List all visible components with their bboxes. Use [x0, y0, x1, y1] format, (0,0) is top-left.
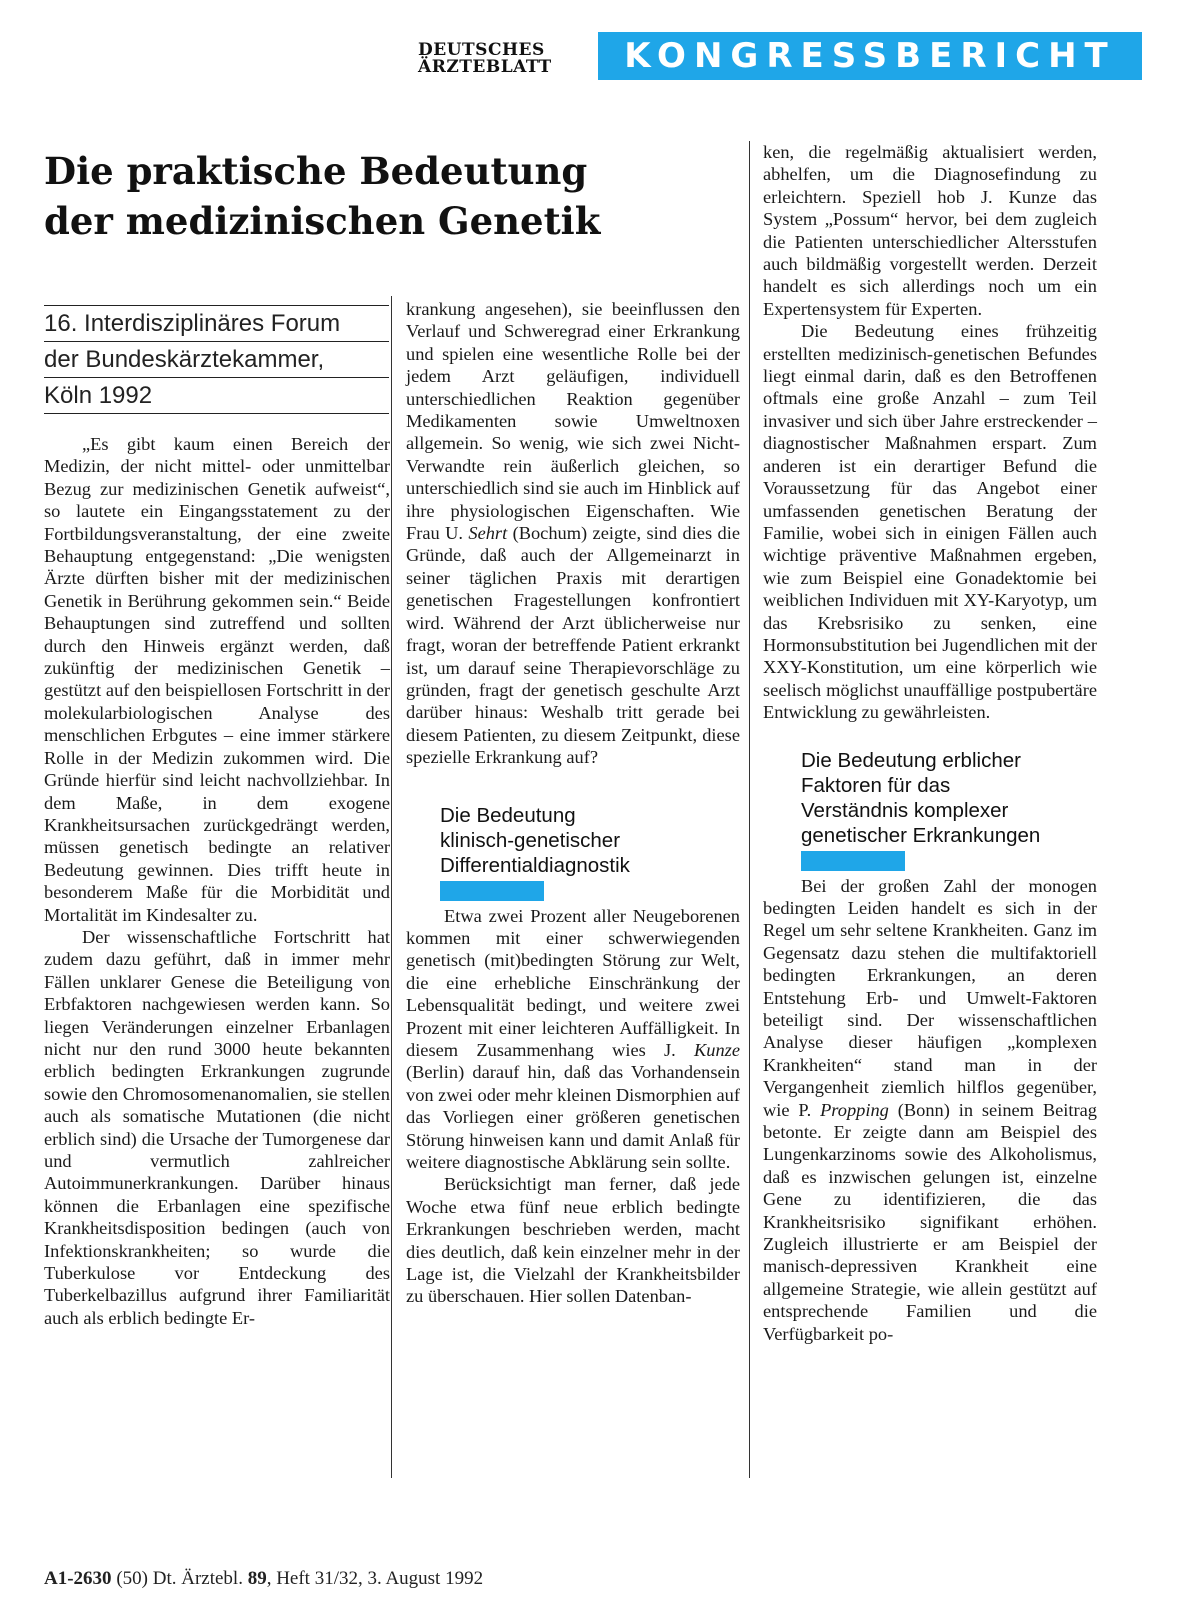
journal-wordmark — [418, 42, 588, 76]
subhead-line-4: genetischer Erkrankungen — [801, 823, 1041, 847]
subtitle-line-1: 16. Interdisziplinäres Forum — [44, 305, 389, 342]
paragraph: Der wissenschaftliche Fortschritt hat zudem dazu geführt, daß in immer mehr Fällen unklarer Genese die Beteiligung von Erbfaktoren nachgewiesen werden kann. So liegen Veränderungen einzelner Erbanlagen nicht nur den rund 3000 heute bekannten erblich bedingten Erkrankungen zugrunde sowie den Chromosomenanomalien, sie stellen auch als somatische Mutationen (die nicht erblich sind) die Ursache der Tumorgenese dar und vermutlich zahlreicher Autoimmunerkrankungen. Darüber hinaus können die Erbanlagen eine spezifische Krankheitsdisposition bedingen (auch von Infektionskrankheiten; so wurde die Tuberkulose vor Entdeckung des Tuberkelbazillus aufgrund ihrer Familiarität auch als erblich bedingte Er- — [44, 926, 390, 1328]
paragraph: ken, die regelmäßig aktualisiert werden, abhelfen, um die Diagnosefindung zu erleichtern. Speziell hob J. Kunze das System „Possum“ hervor, bei dem zugleich die Patienten unterschiedlicher Altersstufen auch bildmäßig vorgestellt werden. Derzeit handelt es sich allerdings noch um ein Expertensystem für Experten. — [763, 142, 1097, 319]
section-banner: KONGRESSBERICHT — [598, 32, 1142, 80]
paragraph-text: Etwa zwei Prozent aller Neugeborenen kommen mit einer schwerwiegenden genetisch (mit)bedingten Störung zur Welt, die eine erhebliche Einschränkung der Lebensqualität bedingt, und weitere zwei Prozent mit einer leichteren Auffälligkeit. In diesem Zusammenhang wies J. — [406, 905, 740, 1060]
paragraph-text: (Bonn) in seinem Beitrag betonte. Er zeigte dann am Beispiel des Lungenkarzinoms sowie des Alkoholismus, daß es inzwischen gelungen ist, einzelne Gene zu identifizieren, die das Krankheitsrisiko signifikant erhöhen. Zugleich illustrierte er am Beispiel der manisch-depressiven Krankheit eine allgemeine Strategie, wie allein gestützt auf entsprechende Familien und die Verfügbarkeit po- — [763, 1099, 1097, 1344]
author-name: Propping — [820, 1099, 889, 1120]
subhead-marker — [440, 881, 544, 901]
subhead-marker — [801, 851, 905, 871]
page-code: A1-2630 — [44, 1568, 112, 1589]
paragraph-text: (Berlin) darauf hin, daß das Vorhandensein von zwei oder mehr kleinen Dismorphien auf das Vorliegen einer größeren genetischen Störung hinweisen kann und damit Anlaß für weitere diagnostische Abklärung sein sollte. — [406, 1062, 740, 1172]
headline-line-1: Die praktische Bedeutung — [44, 149, 588, 193]
paragraph — [406, 298, 740, 769]
journal-abbrev: Dt. Ärztebl. — [152, 1568, 243, 1589]
paragraph-text: krankung angesehen), sie beeinflussen den Verlauf und Schweregrad einer Erkrankung und spielen eine wesentliche Rolle bei der jedem Arzt geläufigen, individuell unterschiedlichen Reaktion gegenüber Medikamenten sowie Umweltnoxen allgemein. So wenig, wie sich zwei Nicht-Verwandte rein äußerlich gleichen, so unterschiedlich sind sie auch im Hinblick auf ihre physiologischen Eigenschaften. Wie Frau U. — [406, 299, 740, 544]
paragraph: Die Bedeutung eines frühzeitig erstellten medizinisch-genetischen Befundes liegt einmal darin, daß es den Betroffenen oftmals eine große Anzahl – zum Teil invasiver und sich über Jahre erstreckender – diagnostischer Maßnahmen erspart. Zum anderen ist ein derartiger Befund die Voraussetzung für das Angebot einer umfassenden genetischen Beratung der Familie, wobei sich in einigen Fällen auch wichtige präventive Maßnahmen ergeben, wie zum Beispiel eine Gonadektomie bei weiblichen Individuen mit XY-Karyotyp, um das Krebsrisiko zu senken, eine Hormonsubstitution bei Jugendlichen mit der XXY-Konstitution, um eine körperlich wie seelisch möglichst unauffällige postpubertäre Entwicklung zu gewährleisten. — [763, 321, 1097, 723]
subhead-line-2: klinisch-genetischer — [440, 828, 621, 852]
section-subhead — [406, 803, 740, 901]
text-column-1 — [44, 433, 390, 1329]
subtitle-line-3: Köln 1992 — [44, 378, 389, 414]
subhead-line-1: Die Bedeutung erblicher — [801, 748, 1021, 772]
section-subhead — [763, 748, 1097, 871]
paragraph-text: (Bochum) zeigte, sind dies die Gründe, daß auch der Allgemeinarzt in seiner täglichen Praxis mit derartigen genetischen Fragestellungen konfrontiert wird. Während der Arzt üblicherweise nur fragt, woran der betreffende Patient erkrankt ist, um darauf seine Therapievorschläge zu gründen, fragt der genetisch geschulte Arzt darüber hinaus: Weshalb tritt gerade bei diesem Patienten, zu diesem Zeitpunkt, diese spezielle Erkrankung auf? — [406, 523, 740, 768]
subhead-line-3: Verständnis komplexer — [801, 798, 1009, 822]
column-divider-2 — [749, 141, 750, 1478]
event-subtitle — [44, 305, 389, 414]
headline-line-2: der medizinischen Genetik — [44, 199, 601, 243]
text-column-3 — [763, 141, 1097, 1345]
subhead-line-1: Die Bedeutung — [440, 803, 576, 827]
column-divider-1 — [391, 296, 392, 1478]
paragraph-text: Bei der großen Zahl der monogen bedingten Leiden handelt es sich in der Regel um sehr seltene Krankheiten. Ganz im Gegensatz dazu stehen die multifaktoriell bedingten Erkrankungen, an deren Entstehung Erb- und Umwelt-Faktoren beteiligt sind. Der wissenschaftlichen Analyse dieser häufigen „komplexen Krankheiten“ stand man in der Vergangenheit ziemlich hilflos gegenüber, wie P. — [763, 875, 1097, 1120]
issue-date: , Heft 31/32, 3. August 1992 — [266, 1568, 484, 1589]
page-footer — [44, 1567, 483, 1591]
paragraph — [406, 905, 740, 1174]
wordmark-line-1: DEUTSCHES — [418, 40, 545, 60]
subtitle-line-2: der Bundeskärztekammer, — [44, 342, 389, 378]
author-name: Kunze — [694, 1039, 740, 1060]
volume-number: 89 — [247, 1568, 267, 1589]
subhead-line-2: Faktoren für das — [801, 773, 951, 797]
page-number: (50) — [116, 1568, 148, 1589]
paragraph — [763, 875, 1097, 1346]
article-headline — [44, 146, 684, 246]
paragraph: „Es gibt kaum einen Bereich der Medizin, der nicht mittel- oder unmittelbar Bezug zur medizinischen Genetik aufweist“, so lautete ein Eingangsstatement zu der Fortbildungsveranstaltung, der eine zweite Behauptung entgegenstand: „Die wenigsten Ärzte dürften bisher mit der medizinischen Genetik in Berührung gekommen sein.“ Beide Behauptungen sind zutreffend und sollten durch den Hinweis ergänzt werden, daß zukünftig der medizinischen Genetik – gestützt auf den beispiellosen Fortschritt in der molekularbiologischen Analyse des menschlichen Erbgutes – eine immer stärkere Rolle in der Medizin zukommen wird. Die Gründe hierfür sind leicht nachvollziehbar. In dem Maße, in dem exogene Krankheitsursachen zurückgedrängt werden, müssen genetisch bedingte an relativer Bedeutung gewinnen. Dies trifft heute in besonderem Maße für die Morbidität und Mortalität im Kindesalter zu. — [44, 434, 390, 925]
text-column-2 — [406, 298, 740, 1308]
subhead-line-3: Differentialdiagnostik — [440, 853, 630, 877]
paragraph: Berücksichtigt man ferner, daß jede Woche etwa fünf neue erblich bedingte Erkrankungen beschrieben werden, macht dies deutlich, daß kein einzelner mehr in der Lage ist, die Vielzahl der Krankheitsbilder zu überschauen. Hier sollen Datenban- — [406, 1174, 740, 1307]
author-name: Sehrt — [468, 523, 508, 544]
wordmark-line-2: ÄRZTEBLATT — [418, 57, 552, 77]
